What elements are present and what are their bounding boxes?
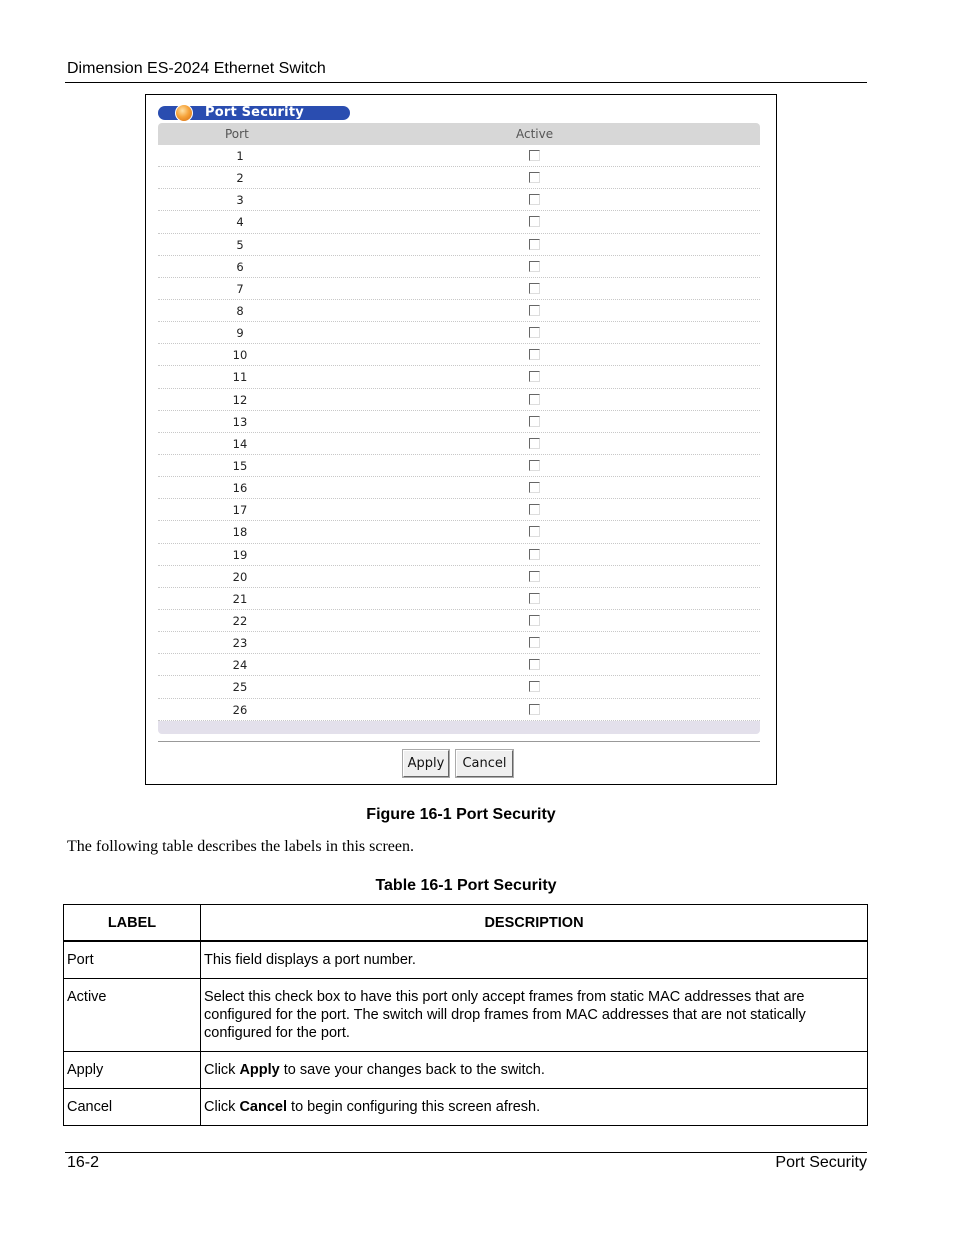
port-number: 15 (232, 458, 248, 473)
port-number: 3 (236, 193, 244, 208)
row-description: Click Apply to save your changes back to the switch. (201, 1052, 868, 1089)
active-checkbox[interactable] (529, 571, 540, 582)
port-row (158, 477, 760, 499)
footer-section-title: Port Security (775, 1154, 867, 1171)
column-header-active: Active (516, 127, 554, 141)
port-row (158, 455, 760, 477)
port-row (158, 189, 760, 211)
port-row (158, 610, 760, 632)
port-row (158, 699, 760, 721)
active-checkbox[interactable] (529, 526, 540, 537)
table-caption: Table 16-1 Port Security (375, 877, 557, 894)
active-checkbox[interactable] (529, 593, 540, 604)
active-checkbox[interactable] (529, 194, 540, 205)
column-header-description: DESCRIPTION (201, 905, 868, 942)
port-number: 22 (232, 613, 248, 628)
port-table-footer (158, 721, 760, 734)
footer-rule (65, 1152, 867, 1153)
table-row (64, 941, 868, 979)
row-description: Select this check box to have this port only accept frames from static MAC addresses that are configured for the port. The switch will drop frames from MAC addresses that are not statically configured for the port. (201, 979, 868, 1052)
label-description-table (63, 904, 868, 1126)
port-row (158, 676, 760, 698)
port-row (158, 411, 760, 433)
document-header-title: Dimension ES-2024 Ethernet Switch (67, 60, 326, 77)
table-row (64, 1089, 868, 1126)
active-checkbox[interactable] (529, 416, 540, 427)
column-header-label: LABEL (64, 905, 201, 942)
port-row (158, 300, 760, 322)
active-checkbox[interactable] (529, 371, 540, 382)
port-row (158, 588, 760, 610)
port-rows (158, 145, 760, 721)
port-number: 11 (232, 370, 248, 385)
button-divider (158, 741, 760, 742)
port-security-screenshot (145, 94, 777, 785)
active-checkbox[interactable] (529, 460, 540, 471)
port-row (158, 632, 760, 654)
port-row (158, 544, 760, 566)
row-label: Port (64, 941, 201, 979)
active-checkbox[interactable] (529, 305, 540, 316)
active-checkbox[interactable] (529, 704, 540, 715)
port-number: 10 (232, 348, 248, 363)
active-checkbox[interactable] (529, 394, 540, 405)
port-row (158, 389, 760, 411)
port-number: 19 (232, 547, 248, 562)
cancel-button[interactable]: Cancel (456, 750, 513, 777)
port-row (158, 433, 760, 455)
port-row (158, 654, 760, 676)
port-row (158, 167, 760, 189)
active-checkbox[interactable] (529, 216, 540, 227)
port-number: 17 (232, 503, 248, 518)
port-row (158, 366, 760, 388)
active-checkbox[interactable] (529, 482, 540, 493)
orange-ball-icon (175, 104, 193, 122)
port-number: 12 (232, 392, 248, 407)
port-row (158, 521, 760, 543)
port-number: 5 (236, 237, 244, 252)
active-checkbox[interactable] (529, 327, 540, 338)
active-checkbox[interactable] (529, 659, 540, 670)
active-checkbox[interactable] (529, 615, 540, 626)
port-number: 8 (236, 303, 244, 318)
port-security-table (158, 123, 760, 734)
row-label: Cancel (64, 1089, 201, 1126)
port-number: 2 (236, 171, 244, 186)
port-number: 9 (236, 326, 244, 341)
active-checkbox[interactable] (529, 637, 540, 648)
port-number: 16 (232, 481, 248, 496)
port-number: 4 (236, 215, 244, 230)
port-number: 18 (232, 525, 248, 540)
port-number: 23 (232, 636, 248, 651)
screen-title: Port Security (205, 105, 304, 120)
active-checkbox[interactable] (529, 261, 540, 272)
row-description: Click Cancel to begin configuring this screen afresh. (201, 1089, 868, 1126)
port-row (158, 344, 760, 366)
port-row (158, 211, 760, 233)
port-number: 24 (232, 658, 248, 673)
port-number: 25 (232, 680, 248, 695)
figure-caption: Figure 16-1 Port Security (366, 806, 556, 823)
port-row (158, 234, 760, 256)
column-header-port: Port (225, 127, 249, 141)
page-number: 16-2 (67, 1154, 100, 1171)
port-row (158, 145, 760, 167)
active-checkbox[interactable] (529, 349, 540, 360)
active-checkbox[interactable] (529, 172, 540, 183)
active-checkbox[interactable] (529, 681, 540, 692)
port-number: 26 (232, 702, 248, 717)
port-table-header (158, 123, 760, 145)
port-row (158, 278, 760, 300)
active-checkbox[interactable] (529, 549, 540, 560)
intro-paragraph: The following table describes the labels in this screen. (67, 838, 415, 855)
port-number: 14 (232, 436, 248, 451)
port-row (158, 566, 760, 588)
active-checkbox[interactable] (529, 504, 540, 515)
header-rule (65, 82, 867, 83)
row-description: This field displays a port number. (201, 941, 868, 979)
port-row (158, 499, 760, 521)
port-number: 21 (232, 591, 248, 606)
active-checkbox[interactable] (529, 150, 540, 161)
row-label: Apply (64, 1052, 201, 1089)
port-number: 6 (236, 259, 244, 274)
active-checkbox[interactable] (529, 438, 540, 449)
apply-button[interactable]: Apply (403, 750, 449, 777)
active-checkbox[interactable] (529, 239, 540, 250)
port-row (158, 256, 760, 278)
row-label: Active (64, 979, 201, 1052)
port-number: 20 (232, 569, 248, 584)
port-number: 1 (236, 149, 244, 163)
screen-title-banner (158, 106, 350, 120)
port-row (158, 322, 760, 344)
table-row (64, 1052, 868, 1089)
table-row (64, 979, 868, 1052)
port-number: 13 (232, 414, 248, 429)
port-number: 7 (236, 281, 244, 296)
active-checkbox[interactable] (529, 283, 540, 294)
